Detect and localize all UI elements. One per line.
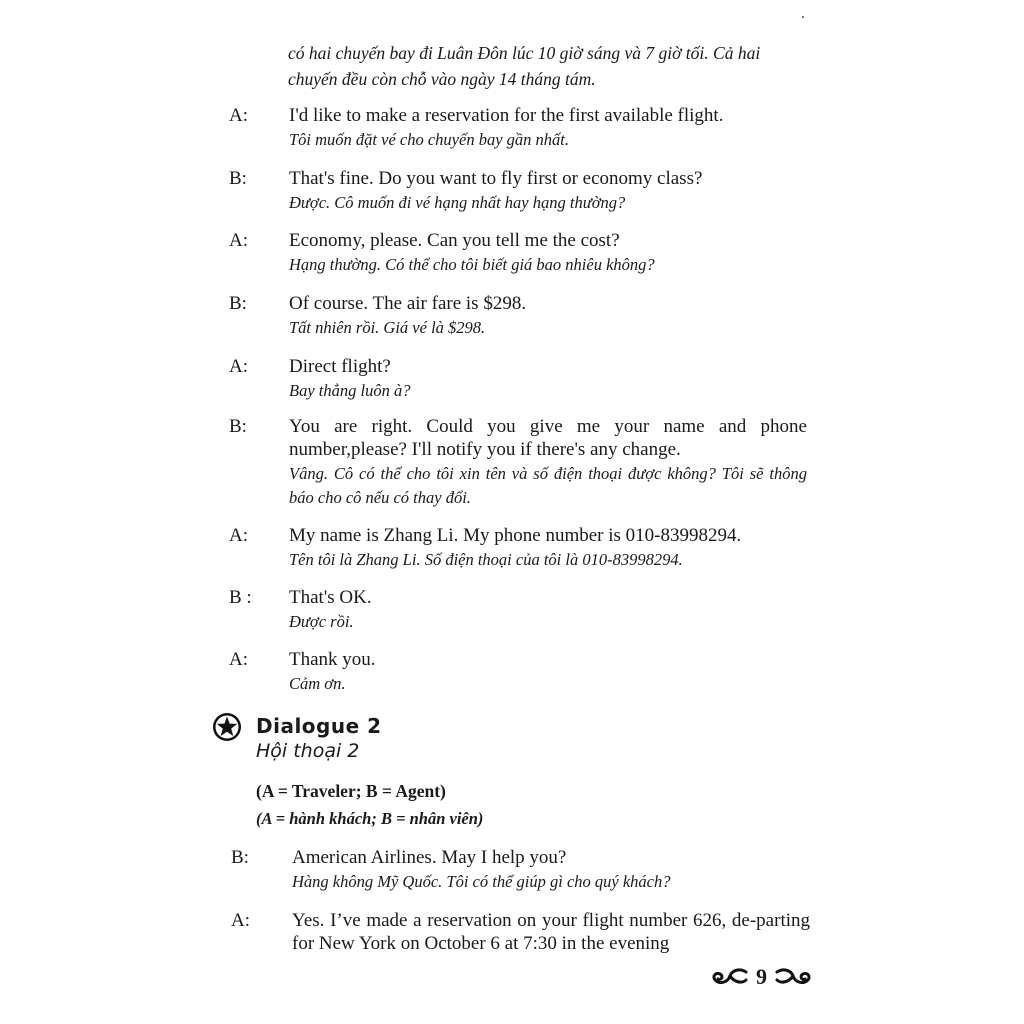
english-line: Of course. The air fare is $298. bbox=[289, 293, 527, 314]
print-speck bbox=[802, 16, 804, 18]
vietnamese-line: Cảm ơn. bbox=[289, 674, 346, 693]
section-title: Dialogue 2 bbox=[256, 714, 382, 738]
speaker-label: A: bbox=[229, 105, 248, 126]
vietnamese-line: Được. Cô muốn đi vé hạng nhất hay hạng thường? bbox=[289, 193, 626, 212]
section-subtitle: Hội thoại 2 bbox=[256, 740, 360, 762]
speaker-label: B: bbox=[229, 416, 247, 437]
english-line: You are right. Could you give me your name and phone number,please? I'll notify you if there's any change. bbox=[289, 416, 807, 460]
speaker-label: A: bbox=[229, 230, 248, 251]
speaker-label: A: bbox=[229, 356, 248, 377]
english-line: That's OK. bbox=[289, 587, 372, 608]
english-line: Thank you. bbox=[289, 649, 376, 670]
roles-vietnamese: (A = hành khách; B = nhân viên) bbox=[256, 809, 484, 828]
vietnamese-line: Được rồi. bbox=[289, 612, 354, 631]
page-footer bbox=[710, 964, 813, 990]
english-line: Direct flight? bbox=[289, 356, 391, 377]
vietnamese-line: Vâng. Cô có thể cho tôi xin tên và số điện thoại được không? Tôi sẽ thông báo cho cô nếu có thay đổi. bbox=[289, 464, 807, 507]
english-line: American Airlines. May I help you? bbox=[292, 847, 567, 868]
english-line: Yes. I’ve made a reservation on your flight number 626, de-parting for New York on October 6 at 7:30 in the evening bbox=[292, 910, 810, 954]
vietnamese-line: Bay thẳng luôn à? bbox=[289, 381, 411, 400]
scroll-ornament-icon bbox=[710, 966, 750, 988]
intro-line: có hai chuyến bay đi Luân Đôn lúc 10 giờ sáng và 7 giờ tối. Cả hai bbox=[288, 43, 761, 63]
english-line: I'd like to make a reservation for the first available flight. bbox=[289, 105, 724, 126]
english-line: My name is Zhang Li. My phone number is 010-83998294. bbox=[289, 525, 742, 546]
speaker-label: B: bbox=[229, 168, 247, 189]
roles-english: (A = Traveler; B = Agent) bbox=[256, 781, 446, 801]
page-number: 9 bbox=[756, 964, 767, 989]
scroll-ornament-icon bbox=[773, 966, 813, 988]
speaker-label: B: bbox=[231, 847, 249, 868]
vietnamese-line: Hàng không Mỹ Quốc. Tôi có thể giúp gì cho quý khách? bbox=[292, 872, 671, 891]
intro-line: chuyến đều còn chỗ vào ngày 14 tháng tám. bbox=[288, 69, 596, 89]
english-line: Economy, please. Can you tell me the cost? bbox=[289, 230, 620, 251]
vietnamese-line: Tôi muốn đặt vé cho chuyến bay gần nhất. bbox=[289, 130, 569, 149]
vietnamese-line: Tất nhiên rồi. Giá vé là $298. bbox=[289, 318, 486, 337]
speaker-label: B : bbox=[229, 587, 252, 608]
star-badge-icon bbox=[212, 712, 242, 742]
speaker-label: A: bbox=[229, 525, 248, 546]
speaker-label: A: bbox=[229, 649, 248, 670]
vietnamese-line: Hạng thường. Có thể cho tôi biết giá bao nhiêu không? bbox=[289, 255, 655, 274]
vietnamese-line: Tên tôi là Zhang Li. Số điện thoại của tôi là 010-83998294. bbox=[289, 550, 683, 569]
speaker-label: A: bbox=[231, 910, 250, 931]
intro-paragraph bbox=[288, 40, 808, 92]
speaker-label: B: bbox=[229, 293, 247, 314]
english-line: That's fine. Do you want to fly first or economy class? bbox=[289, 168, 703, 189]
